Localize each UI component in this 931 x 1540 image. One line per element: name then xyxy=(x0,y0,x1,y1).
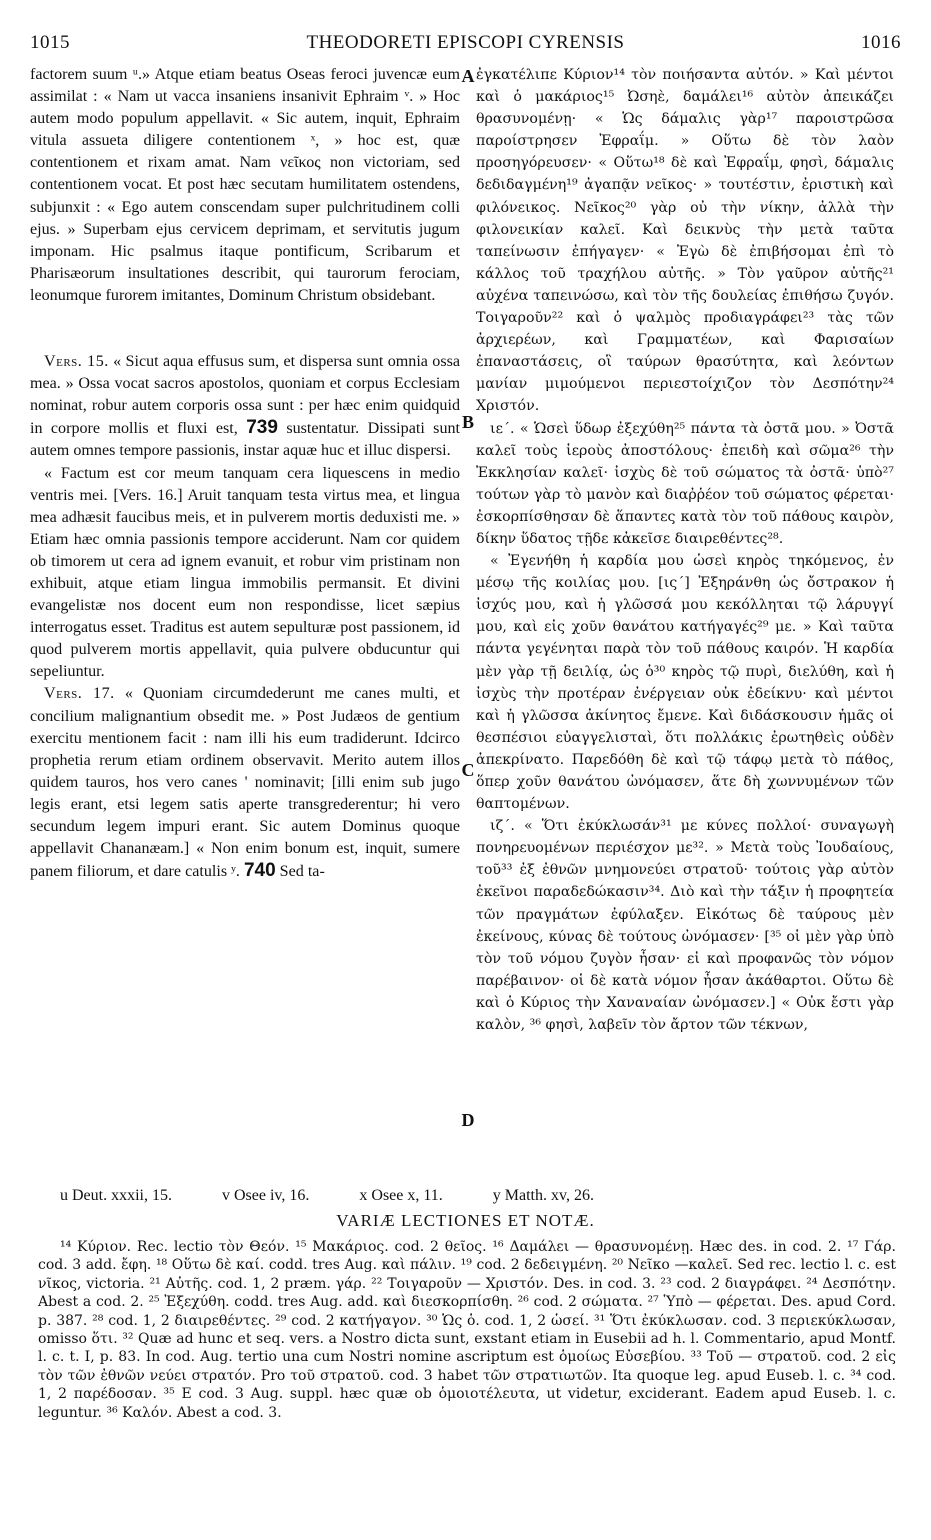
latin-text: « Quoniam circumdederunt me canes multi, et concilium malignantium obsedit me. » Post Judæos de gentium exercitu mentionem facit : nam illi his eum tradiderunt. Idcirco prophetia rerum etiam ordinem observavit. Merito autem illos quidem tauros, hos vero canes ' nominavit; [illi enim sub jugo legis erant, etsi legem satis aperte transgrederentur; hi vero secundum legem impuri erant. Sic autem Dominus quoque appellavit Chananæam.] « Non enim bonum est, inquit, sumere panem filiorum, et dare catulis ʸ. xyxy=(30,685,460,881)
reference: y Matth. xv, 26. xyxy=(492,1187,594,1204)
latin-text: sustentatur. Dissipati sunt autem omnes tempore passionis, instar aquæ huc et illuc dispersi. xyxy=(30,420,461,460)
variant-readings-notes xyxy=(38,1238,896,1422)
page-number-right: 1016 xyxy=(861,32,901,53)
greek-paragraph: ἐγκατέλιπε Κύριον¹⁴ τὸν ποιήσαντα αὐτόν. » Καὶ μέντοι καὶ ὁ μακάριος¹⁵ Ὠσηὲ, δαμάλει¹⁶ αὐτὸν ἀπεικάζει θρασυνομένῃ· « Ὡς δάμαλις γὰρ¹⁷ παροιστρῶσα παροίστρησεν Ἐφραΐμ. » Οὕτω δὲ τὸν λαὸν προσηγόρευσεν· « Οὕτω¹⁸ δὲ καὶ Ἐφραΐμ, φησὶ, δάμαλις δεδιδαγμένη¹⁹ ἀγαπᾷν νεῖκος· » τουτέστιν, ἐριστικὴ καὶ φιλόνεικος. Νεῖκος²⁰ γὰρ οὐ τὴν νίκην, ἀλλὰ τὴν φιλονεικίαν καλεῖ. Καὶ δεικνὺς τὴν μετὰ ταῦτα ταπείνωσιν ἐπήγαγεν· « Ἐγὼ δὲ ἐπιβήσομαι ἐπὶ τὸ κάλλος τοῦ τραχήλου αὐτῆς. » Τὸν γαῦρον αὐτῆς²¹ αὐχένα ταπεινώσω, καὶ τὸν τῆς δουλείας ἐπιθήσω ζυγόν. Τοιγαροῦν²² καὶ ὁ ψαλμὸς προδιαγράφει²³ τὰς τῶν ἀρχιερέων, καὶ Γραμματέων, καὶ Φαρισαίων ἐπαναστάσεις, οἳ ταύρων θρασύτητα, καὶ λεόντων μανίαν μιμούμενοι περιεστοίχιζον τὸν Δεσπότην²⁴ Χριστόν. xyxy=(476,67,894,415)
greek-paragraph: ιε΄. « Ὡσεὶ ὕδωρ ἐξεχύθη²⁵ πάντα τὰ ὀστᾶ μου. » Ὀστᾶ καλεῖ τοὺς ἱεροὺς ἀποστόλους· ἐπειδὴ καὶ σῶμα²⁶ τὴν Ἐκκλησίαν καλεῖ· ἰσχὺς δὲ τοῦ σώματος τὰ ὀστᾶ· ὑπὸ²⁷ τούτων γὰρ τὸ μανὸν καὶ διαῤῥέον τοῦ σώματος φέρεται· ἐσκορπίσθησαν δὲ ἅπαντες κατὰ τὸν τοῦ πάθους καιρὸν, δίκην ὕδατος τῇδε κἀκεῖσε διαιρεθέντες²⁸. xyxy=(476,420,894,547)
latin-column xyxy=(30,64,460,883)
section-marker-c: C xyxy=(461,760,475,780)
section-marker-b: B xyxy=(461,412,474,432)
running-title: THEODORETI EPISCOPI CYRENSIS xyxy=(306,32,625,53)
verse-label: Vers. 15. xyxy=(44,353,109,371)
latin-text: « Sicut aqua effusus sum, et dispersa sunt omnia ossa mea. » Ossa vocat sacros apostolos, quoniam et corpus Ecclesiam nominat, robur autem corporis ossa sunt : per hæc enim quidquid in corpore mollis et fluxi est, xyxy=(30,353,460,438)
verse-label: Vers. 17. xyxy=(44,685,115,703)
latin-verse-17 xyxy=(30,683,460,883)
reference: u Deut. xxxii, 15. xyxy=(60,1187,172,1204)
section-marker-d: D xyxy=(461,1110,475,1130)
greek-paragraph: « Ἐγενήθη ἡ καρδία μου ὡσεὶ κηρὸς τηκόμενος, ἐν μέσῳ τῆς κοιλίας μου. [ις΄] Ἐξηράνθη ὡς ὄστρακον ἡ ἰσχύς μου, καὶ ἡ γλῶσσά μου κεκόλληται τῷ λάρυγγί μου, καὶ εἰς χοῦν θανάτου κατήγαγές²⁹ με. » Καὶ ταῦτα πάντα γεγένηται παρὰ τὸν τοῦ πάθους καιρόν. Ἡ καρδία μὲν γὰρ τῇ δειλίᾳ, ὡς ὁ³⁰ κηρὸς τῷ πυρὶ, διελύθη, καὶ ἡ ἰσχὺς τὴν προτέραν ἐνέργειαν οὐκ ἐδείκνυ· καὶ μέντοι καὶ ἡ γλῶσσα ἀκίνητος ἔμενε. Καὶ διδάσκουσιν ἡμᾶς οἱ θεσπέσιοι εὐαγγελισταὶ, ὅτι πολλάκις ἐρωτηθεὶς οὐδὲν ἀπεκρίνατο. Παρεδόθη δὲ καὶ τῷ τάφῳ μετὰ τὸ πάθος, ὅπερ χοῦν θανάτου ὠνόμασεν, ἅτε δὴ χωννυμένων τῶν θαπτομένων. xyxy=(476,553,894,813)
latin-paragraph: « Factum est cor meum tanquam cera liquescens in medio ventris mei. [Vers. 16.] Aruit tanquam testa virtus mea, et lingua mea adhæsit faucibus meis, et in pulverem mortis deduxisti me. » Etiam hæc omnia passionis tempore acciderunt. Nam cor quidem ob timorem ut cera ad ignem evanuit, et robur vim pristinam non exhibuit, atque etiam lingua immobilis permansit. Et divini evangelistæ nos docent eum non respondisse, licet sæpius interrogatus esset. Traditus est autem sepulturæ post passionem, id quod pulverem mortis appellavit, quia pulvere obducuntur qui sepeliuntur. xyxy=(30,464,460,681)
latin-paragraph: factorem suum ᵘ.» Atque etiam beatus Oseas feroci juvencæ eum assimilat : « Nam ut vacca insaniens insanivit Ephraim ᵛ. » Hoc autem modo populum appellavit. « Sic autem, inquit, Ephraim vitula assueta diligere contentionem ˣ, » hoc est, quæ contentionem et rixam amat. Nam νεῖκος non victoriam, sed contentionem vocat. Et post hæc secutam humilitatem ostendens, subjunxit : « Ego autem conscendam super pulchritudinem colli ejus. » Superbam ejus cervicem deprimam, et servitutis jugum imponam. Hic psalmus itaque pontificum, Scribarum et Pharisæorum insultationes describit, qui taurorum ferociam, leonumque furorem imitantes, Dominum Christum obsidebant. xyxy=(30,66,460,304)
latin-verse-15 xyxy=(30,351,460,462)
reference: v Osee iv, 16. xyxy=(222,1187,310,1204)
page-header xyxy=(30,32,901,62)
reference: x Osee x, 11. xyxy=(359,1187,443,1204)
notes-heading: VARIÆ LECTIONES ET NOTÆ. xyxy=(336,1211,595,1230)
greek-column xyxy=(476,64,894,1036)
greek-paragraph: ιζ΄. « Ὅτι ἐκύκλωσάν³¹ με κύνες πολλοί· συναγωγὴ πονηρευομένων περιέσχον με³². » Μετὰ τοὺς Ἰουδαίους, τοῦ³³ ἐξ ἐθνῶν μνημονεύει στρατοῦ· τούτοις γὰρ αὐτὸν ἐκεῖνοι παραδεδώκασιν³⁴. Διὸ καὶ τὴν τάξιν ἡ προφητεία τῶν πραγμάτων ἐφύλαξεν. Εἰκότως δὲ ταύρους μὲν ἐκείνους, κύνας δὲ τούτους ὠνόμασεν· [³⁵ οἱ μὲν γὰρ ὑπὸ τὸν τοῦ νόμου ζυγὸν ἦσαν· εἰ καὶ προφανῶς τὸν νόμον παρέβαινον· οἱ δὲ κατὰ νόμον ἦσαν ἀκάθαρτοι. Οὕτω δὲ καὶ ὁ Κύριος τὴν Χαναναίαν ὠνόμασεν.] « Οὐκ ἔστι γὰρ καλὸν, ³⁶ φησὶ, λαβεῖν τὸν ἄρτον τῶν τέκνων, xyxy=(476,818,894,1034)
column-number: 739 xyxy=(246,417,278,439)
page-number-left: 1015 xyxy=(30,32,70,53)
notes-text: ¹⁴ Κύριον. Rec. lectio τὸν Θεόν. ¹⁵ Μακάριος. cod. 2 θεῖος. ¹⁶ Δαμάλει — θρασυνομένῃ. Hæc des. in cod. 2. ¹⁷ Γάρ. cod. 3 add. ἔφη. ¹⁸ Οὕτω δὲ καί. codd. tres Aug. καὶ πάλιν. ¹⁹ cod. 2 δεδειγμένη. ²⁰ Νεῖκο —καλεῖ. Sed rec. lectio l. c. est νῖκος, victoria. ²¹ Αὐτῆς. cod. 1, 2 præm. γάρ. ²² Τοιγαροῦν — Χριστόν. Des. in cod. 3. ²³ cod. 2 διαγράφει. ²⁴ Δεσπότην. Abest a cod. 2. ²⁵ Ἐξεχύθη. codd. tres Aug. add. καὶ διεσκορπίσθη. ²⁶ cod. 2 σώματα. ²⁷ Ὑπὸ — φέρεται. Des. apud Cord. p. 387. ²⁸ cod. 1, 2 διαιρεθέντες. ²⁹ cod. 2 κατήγαγον. ³⁰ Ὡς ὁ. cod. 1, 2 ὡσεί. ³¹ Ὅτι ἐκύκλωσαν. cod. 3 περιεκύκλωσαν, omisso ὅτι. ³² Quæ ad hunc et seq. vers. a Nostro dicta sunt, exstant etiam in Eusebii ad h. l. Commentario, apud Montf. l. c. t. I, p. 83. In cod. Aug. tertio una cum Nostri nomine ascriptum est ὁμοίως Εὐσεβίου. ³³ Τοῦ — στρατοῦ. cod. 2 εἰς τὸν τῶν ἐθνῶν νεύει στρατόν. Pro τοῦ στρατοῦ. cod. 3 habet τῶν στρατιωτῶν. Ita quoque leg. apud Euseb. l. c. ³⁴ cod. 1, 2 παρέδοσαν. ³⁵ E cod. 3 Aug. suppl. hæc quæ ob ὁμοιοτέλευτα, ut videtur, exciderant. Eadem apud Euseb. l. c. leguntur. ³⁶ Καλόν. Abest a cod. 3. xyxy=(38,1239,896,1421)
paragraph-gap xyxy=(30,307,460,351)
latin-text: Sed ta- xyxy=(279,863,325,881)
column-number: 740 xyxy=(243,860,276,882)
scripture-references xyxy=(60,1187,880,1205)
section-marker-a: A xyxy=(461,66,475,86)
